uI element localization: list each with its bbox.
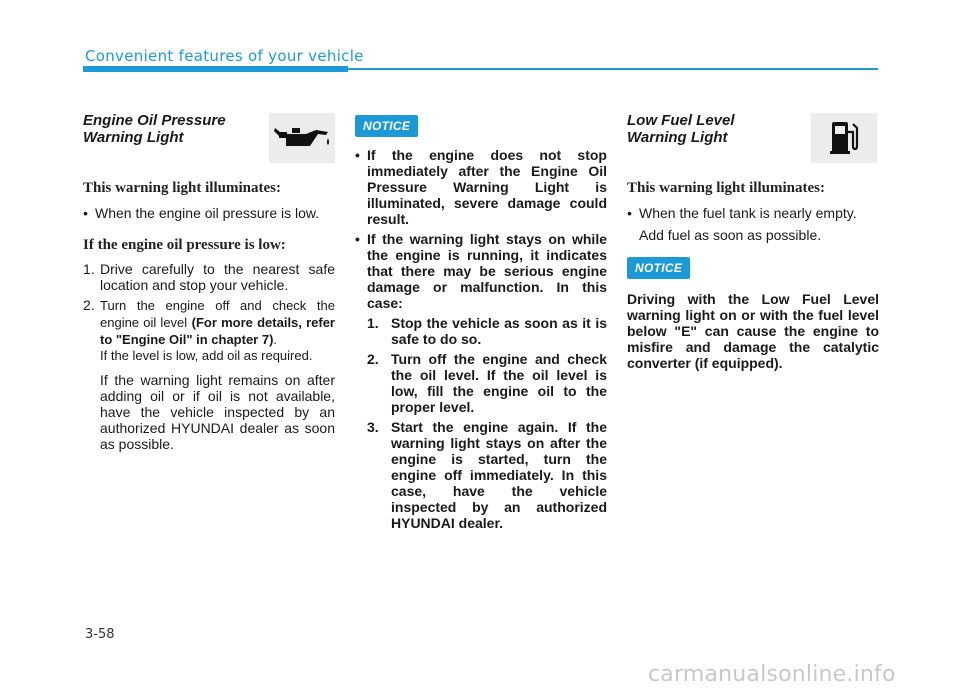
- oil-section-title: Engine Oil Pressure Warning Light: [83, 112, 226, 146]
- fuel-notice-badge: NOTICE: [627, 257, 690, 279]
- oil-illuminates-heading: This warning light illuminates:: [83, 180, 281, 196]
- oil-step-2: [83, 297, 335, 364]
- oil-notice-step-3-number: 3.: [367, 419, 379, 435]
- oil-step-2-text: Turn the engine off and check the engine oil level: [100, 298, 335, 330]
- oil-steps-list: [83, 261, 335, 364]
- oil-notice-step-1-text: Stop the vehicle as soon as it is safe to do so.: [391, 315, 607, 347]
- oil-notice-step-3-text: Start the engine again. If the warning light stays on after the engine is started, turn the engine off immediately. In this case, have the vehicle inspected by an authorized HYUNDAI dealer.: [391, 419, 607, 531]
- oil-notice-step-2-text: Turn off the engine and check the oil level. If the oil level is low, fill the engine oil to the proper level.: [391, 351, 607, 415]
- notice-badge: NOTICE: [355, 115, 418, 137]
- oil-notice-body: [355, 147, 607, 531]
- oil-step-2-number: 2.: [83, 297, 95, 313]
- oil-notice-section: [355, 108, 607, 531]
- oil-can-icon: [269, 113, 335, 163]
- oil-if-low-heading: If the engine oil pressure is low:: [83, 237, 286, 253]
- fuel-section: [627, 108, 879, 371]
- oil-notice-step-2-number: 2.: [367, 351, 379, 367]
- oil-illuminates-bullet: • When the engine oil pressure is low.: [83, 205, 335, 221]
- fuel-illuminates-heading: This warning light illuminates:: [627, 180, 825, 196]
- fuel-advice-paragraph: Add fuel as soon as possible.: [639, 227, 822, 243]
- oil-notice-step-1: [367, 315, 607, 347]
- watermark: carmanualsonline.info: [648, 662, 896, 687]
- fuel-pump-icon: [811, 113, 877, 163]
- oil-section: [83, 108, 335, 452]
- oil-step-1-text: Drive carefully to the nearest safe location and stop your vehicle.: [100, 261, 335, 293]
- page-header-title: Convenient features of your vehicle: [85, 47, 364, 65]
- page-number: 3-58: [85, 627, 115, 642]
- oil-followup-paragraph: If the warning light remains on after adding oil or if oil is not available, have the vehicle inspected by an authorized HYUNDAI dealer as soon as possible.: [100, 372, 335, 452]
- oil-notice-bullet-2: • If the warning light stays on while the engine is running, it indicates that there may be serious engine damage or malfunction. In this case:: [355, 231, 607, 311]
- fuel-notice-text: Driving with the Low Fuel Level warning light on or with the fuel level below "E" can cause the engine to misfire and damage the catalytic converter (if equipped).: [627, 291, 879, 371]
- oil-step-2-period: .: [273, 332, 278, 347]
- oil-step-2-note: If the level is low, add oil as required.: [100, 348, 313, 363]
- oil-notice-bullet-1: • If the engine does not stop immediately after the Engine Oil Pressure Warning Light is illuminated, severe damage could result.: [355, 147, 607, 227]
- oil-notice-step-1-number: 1.: [367, 315, 379, 331]
- oil-step-1-number: 1.: [83, 261, 95, 277]
- fuel-illuminates-bullet: • When the fuel tank is nearly empty.: [627, 205, 879, 221]
- oil-step-2-reference: (For more details, refer to "Engine Oil" in chapter 7): [100, 315, 335, 347]
- oil-notice-step-2: [367, 351, 607, 415]
- fuel-section-title: Low Fuel Level Warning Light: [627, 112, 735, 146]
- header-bar-thin: [348, 68, 878, 70]
- header-bar-thick: [83, 66, 348, 72]
- oil-notice-step-3: [367, 419, 607, 531]
- oil-step-1: [83, 261, 335, 293]
